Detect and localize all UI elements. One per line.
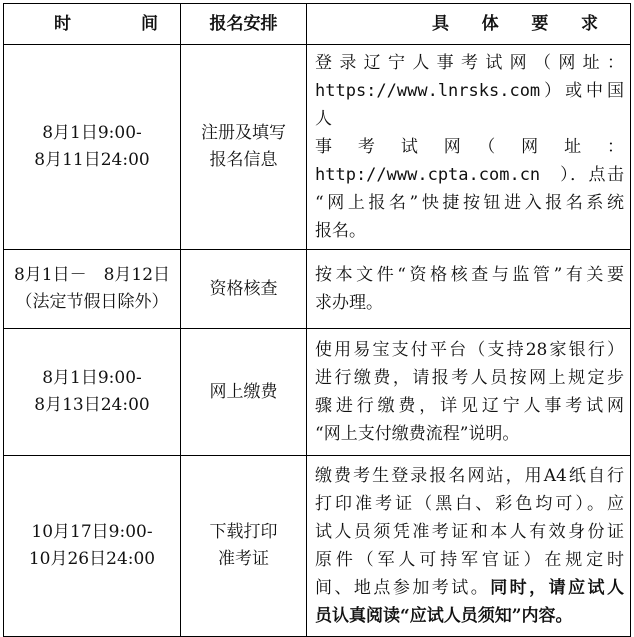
requirement-cell: [307, 329, 631, 456]
registration-schedule-table: [3, 3, 631, 637]
time-start: 8月1日－ 8月12日: [13, 265, 171, 285]
requirement-line: https://www.lnrsks.com）或中国人: [315, 81, 624, 129]
arrangement-line: 报名信息: [209, 150, 278, 170]
requirement-line: 事 考 试 网 （ 网 址 ：: [315, 137, 624, 157]
time-end: 10月26日24:00: [28, 549, 156, 569]
requirement-line: 间、地点参加考试。: [315, 578, 491, 598]
requirement-line: 骤进行缴费，详见辽宁人事考试网: [315, 396, 624, 416]
requirement-line: 打印准考证（黑白、彩色均可）。应: [315, 494, 624, 514]
arrangement-line: 准考证: [218, 549, 269, 569]
header-req-char-1: 具: [432, 13, 449, 34]
requirement-bold-line: 同时，请应试人: [490, 578, 625, 598]
arrangement-cell: [181, 329, 307, 456]
time-note: （法定节假日除外）: [15, 292, 169, 312]
requirement-line: 试人员须凭准考证和本人有效身份证: [315, 522, 624, 542]
time-start: 8月1日9:00-: [42, 123, 142, 143]
header-requirement: [307, 4, 631, 45]
time-cell: [4, 45, 181, 250]
requirement-line: 原件（军人可持军官证）在规定时: [315, 550, 624, 570]
header-req-char-4: 求: [580, 13, 598, 34]
requirement-line: “网上报名”快捷按钮进入报名系统: [315, 193, 624, 213]
requirement-line: 按本文件“资格核查与监管”有关要: [315, 265, 624, 285]
arrangement-line: 资格核查: [209, 278, 278, 299]
time-end: 8月13日24:00: [34, 395, 150, 415]
requirement-line: 登录辽宁人事考试网（网址：: [315, 53, 624, 73]
requirement-cell: [307, 250, 631, 329]
arrangement-cell: [181, 250, 307, 329]
requirement-line: 缴费考生登录报名网站，用A4纸自行: [315, 466, 624, 486]
requirement-cell: [307, 456, 631, 637]
time-cell: [4, 329, 181, 456]
header-time-char-2: 间: [141, 13, 158, 34]
arrangement-line: 网上缴费: [209, 381, 278, 402]
header-time: [4, 4, 181, 45]
table-row-admission-ticket: [4, 456, 631, 637]
arrangement-line: 注册及填写: [201, 123, 286, 143]
table-row-payment: [4, 329, 631, 456]
table-row-registration: [4, 45, 631, 250]
arrangement-cell: [181, 456, 307, 637]
time-cell: [4, 250, 181, 329]
requirement-line: 使用易宝支付平台（支持28家银行）: [315, 340, 624, 360]
arrangement-line: 下载打印: [209, 522, 278, 542]
requirement-cell: [307, 45, 631, 250]
time-end: 8月11日24:00: [34, 150, 150, 170]
requirement-line: 进行缴费，请报考人员按网上规定步: [315, 368, 624, 388]
time-cell: [4, 456, 181, 637]
table-header-row: [4, 4, 631, 45]
header-arrangement: 报名安排: [181, 4, 307, 45]
requirement-line: 求办理。: [315, 293, 383, 313]
table-row-qualification: [4, 250, 631, 329]
requirement-line: “网上支付缴费流程”说明。: [315, 424, 520, 444]
header-req-char-3: 要: [531, 13, 549, 34]
time-start: 10月17日9:00-: [31, 522, 153, 542]
requirement-bold-line: 员认真阅读“应试人员须知”内容。: [315, 606, 573, 626]
header-req-char-2: 体: [481, 13, 499, 34]
time-start: 8月1日9:00-: [42, 368, 142, 388]
requirement-line-mixed: [315, 574, 624, 602]
arrangement-cell: [181, 45, 307, 250]
requirement-line: http://www.cpta.com.cn ）．点击: [315, 165, 624, 185]
header-time-char-1: 时: [54, 13, 71, 34]
requirement-line: 报名。: [315, 221, 366, 241]
